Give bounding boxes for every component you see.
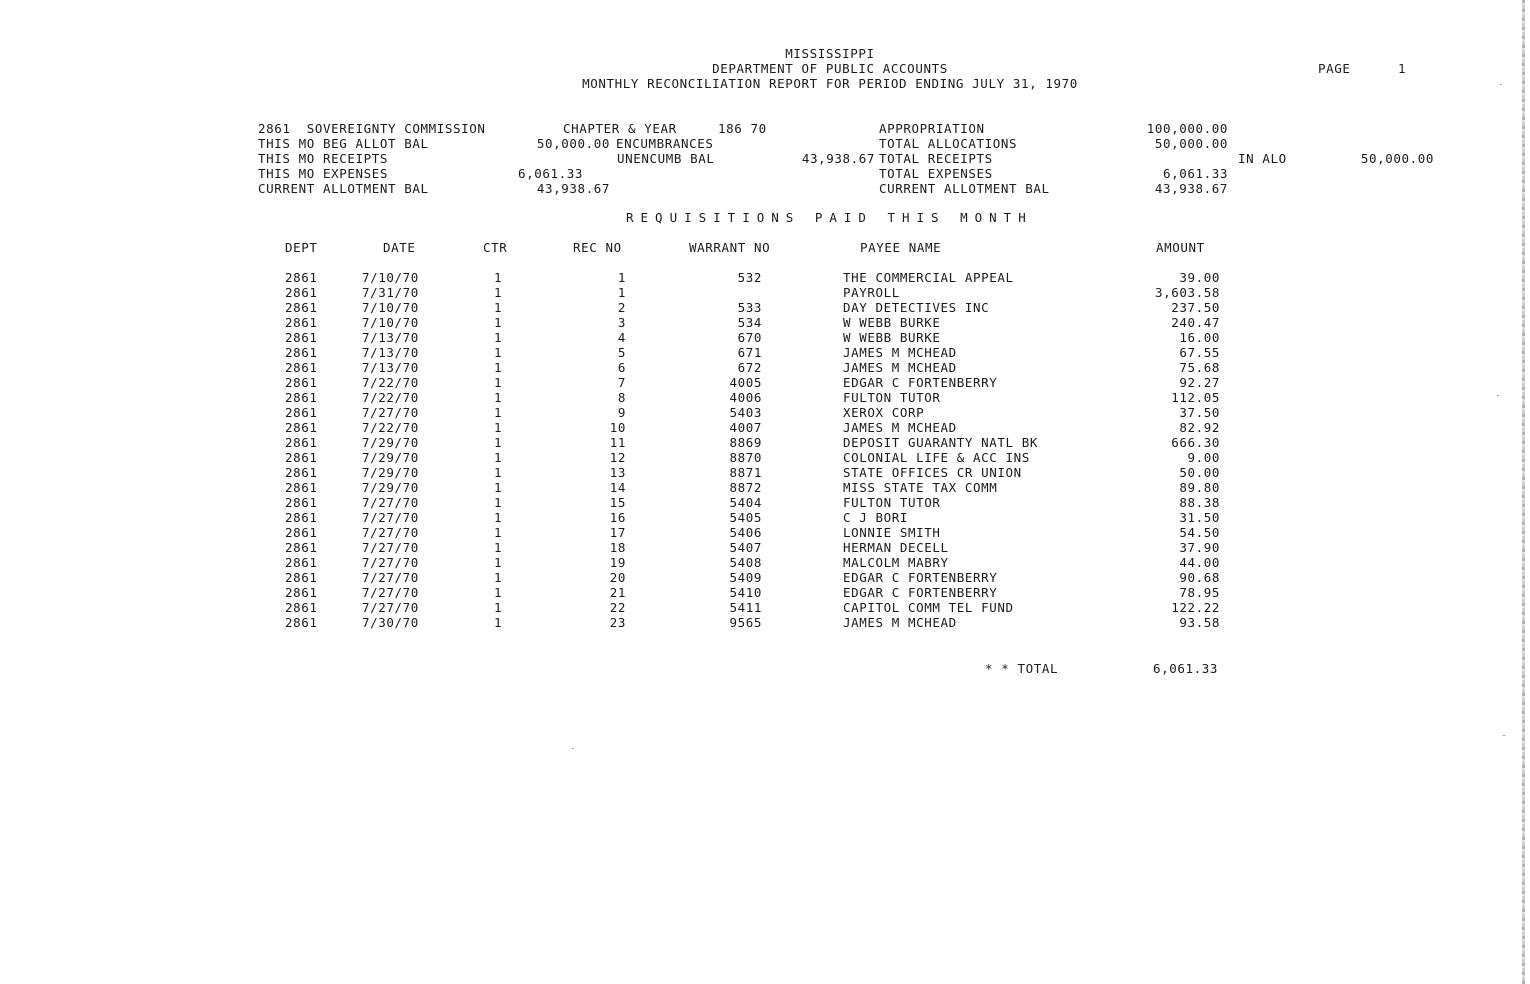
cell-payee: JAMES M MCHEAD bbox=[843, 615, 957, 630]
cell-payee: CAPITOL COMM TEL FUND bbox=[843, 600, 1014, 615]
cell-amount: 78.95 bbox=[1179, 585, 1220, 600]
cell-rec-no: 14 bbox=[609, 480, 626, 495]
cell-date: 7/13/70 bbox=[362, 330, 419, 345]
cell-ctr: 1 bbox=[494, 300, 503, 315]
cell-warrant-no: 9565 bbox=[729, 615, 762, 630]
cell-amount: 67.55 bbox=[1179, 345, 1220, 360]
chapter-year-label: CHAPTER & YEAR bbox=[563, 121, 677, 136]
cell-payee: XEROX CORP bbox=[843, 405, 925, 420]
scan-speck bbox=[1497, 395, 1499, 396]
current-allot-value: 43,938.67 bbox=[536, 181, 610, 196]
cell-rec-no: 11 bbox=[609, 435, 626, 450]
cell-warrant-no: 4006 bbox=[729, 390, 762, 405]
cell-ctr: 1 bbox=[494, 615, 503, 630]
column-header-rec-no: REC NO bbox=[573, 240, 622, 255]
table-row bbox=[0, 510, 1530, 525]
cell-ctr: 1 bbox=[494, 525, 503, 540]
cell-ctr: 1 bbox=[494, 495, 503, 510]
cell-warrant-no: 5409 bbox=[729, 570, 762, 585]
cell-warrant-no: 5410 bbox=[729, 585, 762, 600]
table-row bbox=[0, 450, 1530, 465]
cell-date: 7/22/70 bbox=[362, 390, 419, 405]
cell-rec-no: 2 bbox=[617, 300, 626, 315]
cell-dept: 2861 bbox=[285, 285, 318, 300]
page-number: 1 bbox=[1398, 61, 1407, 76]
cell-ctr: 1 bbox=[494, 405, 503, 420]
table-row bbox=[0, 390, 1530, 405]
total-allocations-value: 50,000.00 bbox=[1154, 136, 1228, 151]
cell-date: 7/10/70 bbox=[362, 300, 419, 315]
receipts-label: THIS MO RECEIPTS bbox=[258, 151, 389, 166]
cell-date: 7/22/70 bbox=[362, 375, 419, 390]
cell-rec-no: 13 bbox=[609, 465, 626, 480]
cell-date: 7/29/70 bbox=[362, 465, 419, 480]
cell-dept: 2861 bbox=[285, 360, 318, 375]
cell-amount: 666.30 bbox=[1171, 435, 1220, 450]
cell-payee: C J BORI bbox=[843, 510, 909, 525]
scan-speck bbox=[1503, 735, 1505, 736]
table-row bbox=[0, 465, 1530, 480]
column-header-warrant-no: WARRANT NO bbox=[689, 240, 771, 255]
in-alo-label: IN ALO bbox=[1238, 151, 1287, 166]
cell-payee: EDGAR C FORTENBERRY bbox=[843, 375, 998, 390]
table-row bbox=[0, 405, 1530, 420]
scan-speck bbox=[1500, 84, 1502, 85]
table-row bbox=[0, 315, 1530, 330]
appropriation-value: 100,000.00 bbox=[1146, 121, 1228, 136]
column-header-amount: AMOUNT bbox=[1156, 240, 1205, 255]
table-row bbox=[0, 270, 1530, 285]
cell-warrant-no: 5408 bbox=[729, 555, 762, 570]
cell-amount: 112.05 bbox=[1171, 390, 1220, 405]
cell-warrant-no: 8872 bbox=[729, 480, 762, 495]
cell-rec-no: 18 bbox=[609, 540, 626, 555]
cell-ctr: 1 bbox=[494, 570, 503, 585]
report-department: DEPARTMENT OF PUBLIC ACCOUNTS bbox=[712, 61, 948, 76]
cell-payee: FULTON TUTOR bbox=[843, 390, 941, 405]
cell-warrant-no: 4007 bbox=[729, 420, 762, 435]
cell-dept: 2861 bbox=[285, 315, 318, 330]
cell-amount: 75.68 bbox=[1179, 360, 1220, 375]
table-row bbox=[0, 585, 1530, 600]
cell-date: 7/10/70 bbox=[362, 270, 419, 285]
cell-amount: 39.00 bbox=[1179, 270, 1220, 285]
cell-rec-no: 9 bbox=[617, 405, 626, 420]
cell-payee: JAMES M MCHEAD bbox=[843, 345, 957, 360]
cell-date: 7/27/70 bbox=[362, 405, 419, 420]
cell-amount: 3,603.58 bbox=[1154, 285, 1220, 300]
cell-amount: 92.27 bbox=[1179, 375, 1220, 390]
cell-date: 7/29/70 bbox=[362, 435, 419, 450]
cell-amount: 90.68 bbox=[1179, 570, 1220, 585]
expenses-label: THIS MO EXPENSES bbox=[258, 166, 389, 181]
cell-ctr: 1 bbox=[494, 435, 503, 450]
column-header-ctr: CTR bbox=[483, 240, 508, 255]
cell-payee: W WEBB BURKE bbox=[843, 315, 941, 330]
cell-ctr: 1 bbox=[494, 285, 503, 300]
cell-rec-no: 3 bbox=[617, 315, 626, 330]
cell-ctr: 1 bbox=[494, 360, 503, 375]
cell-amount: 31.50 bbox=[1179, 510, 1220, 525]
cell-date: 7/27/70 bbox=[362, 540, 419, 555]
table-row bbox=[0, 360, 1530, 375]
cell-date: 7/10/70 bbox=[362, 315, 419, 330]
cell-payee: STATE OFFICES CR UNION bbox=[843, 465, 1022, 480]
cell-date: 7/27/70 bbox=[362, 510, 419, 525]
table-row bbox=[0, 570, 1530, 585]
cell-dept: 2861 bbox=[285, 450, 318, 465]
cell-dept: 2861 bbox=[285, 495, 318, 510]
cell-rec-no: 4 bbox=[617, 330, 626, 345]
table-row bbox=[0, 600, 1530, 615]
cell-dept: 2861 bbox=[285, 615, 318, 630]
cell-warrant-no: 672 bbox=[737, 360, 762, 375]
right-current-allot-value: 43,938.67 bbox=[1154, 181, 1228, 196]
cell-warrant-no: 5407 bbox=[729, 540, 762, 555]
cell-amount: 240.47 bbox=[1171, 315, 1220, 330]
beg-allot-label: THIS MO BEG ALLOT BAL bbox=[258, 136, 429, 151]
unencumb-label: UNENCUMB BAL bbox=[617, 151, 715, 166]
right-current-allot-label: CURRENT ALLOTMENT BAL bbox=[879, 181, 1050, 196]
cell-ctr: 1 bbox=[494, 585, 503, 600]
cell-ctr: 1 bbox=[494, 345, 503, 360]
total-receipts-label: TOTAL RECEIPTS bbox=[879, 151, 993, 166]
cell-amount: 50.00 bbox=[1179, 465, 1220, 480]
cell-date: 7/27/70 bbox=[362, 555, 419, 570]
cell-warrant-no: 532 bbox=[737, 270, 762, 285]
cell-payee: JAMES M MCHEAD bbox=[843, 360, 957, 375]
cell-dept: 2861 bbox=[285, 585, 318, 600]
cell-amount: 16.00 bbox=[1179, 330, 1220, 345]
cell-ctr: 1 bbox=[494, 555, 503, 570]
cell-date: 7/13/70 bbox=[362, 360, 419, 375]
cell-ctr: 1 bbox=[494, 465, 503, 480]
scan-edge-border bbox=[1522, 0, 1525, 984]
cell-payee: MISS STATE TAX COMM bbox=[843, 480, 998, 495]
cell-warrant-no: 671 bbox=[737, 345, 762, 360]
cell-date: 7/13/70 bbox=[362, 345, 419, 360]
table-row bbox=[0, 525, 1530, 540]
cell-rec-no: 17 bbox=[609, 525, 626, 540]
cell-warrant-no: 670 bbox=[737, 330, 762, 345]
cell-dept: 2861 bbox=[285, 420, 318, 435]
table-row bbox=[0, 495, 1530, 510]
cell-payee: HERMAN DECELL bbox=[843, 540, 949, 555]
column-header-payee-name: PAYEE NAME bbox=[860, 240, 942, 255]
cell-amount: 89.80 bbox=[1179, 480, 1220, 495]
scan-speck bbox=[572, 748, 574, 749]
cell-rec-no: 23 bbox=[609, 615, 626, 630]
cell-payee: COLONIAL LIFE & ACC INS bbox=[843, 450, 1030, 465]
total-allocations-label: TOTAL ALLOCATIONS bbox=[879, 136, 1018, 151]
cell-amount: 237.50 bbox=[1171, 300, 1220, 315]
cell-dept: 2861 bbox=[285, 405, 318, 420]
cell-dept: 2861 bbox=[285, 525, 318, 540]
cell-warrant-no: 5411 bbox=[729, 600, 762, 615]
cell-warrant-no: 5405 bbox=[729, 510, 762, 525]
cell-payee: PAYROLL bbox=[843, 285, 900, 300]
cell-dept: 2861 bbox=[285, 480, 318, 495]
beg-allot-value: 50,000.00 bbox=[536, 136, 610, 151]
total-expenses-label: TOTAL EXPENSES bbox=[879, 166, 993, 181]
page-label: PAGE bbox=[1318, 61, 1351, 76]
cell-dept: 2861 bbox=[285, 435, 318, 450]
cell-rec-no: 7 bbox=[617, 375, 626, 390]
cell-date: 7/22/70 bbox=[362, 420, 419, 435]
table-row bbox=[0, 300, 1530, 315]
cell-date: 7/30/70 bbox=[362, 615, 419, 630]
cell-warrant-no: 8870 bbox=[729, 450, 762, 465]
section-title: REQUISITIONS PAID THIS MONTH bbox=[626, 210, 1033, 225]
cell-amount: 37.90 bbox=[1179, 540, 1220, 555]
cell-ctr: 1 bbox=[494, 600, 503, 615]
cell-rec-no: 6 bbox=[617, 360, 626, 375]
cell-dept: 2861 bbox=[285, 345, 318, 360]
cell-amount: 122.22 bbox=[1171, 600, 1220, 615]
cell-amount: 9.00 bbox=[1187, 450, 1220, 465]
table-row bbox=[0, 540, 1530, 555]
cell-ctr: 1 bbox=[494, 420, 503, 435]
table-row bbox=[0, 615, 1530, 630]
cell-amount: 54.50 bbox=[1179, 525, 1220, 540]
cell-dept: 2861 bbox=[285, 465, 318, 480]
cell-warrant-no: 534 bbox=[737, 315, 762, 330]
cell-date: 7/27/70 bbox=[362, 525, 419, 540]
current-allot-label: CURRENT ALLOTMENT BAL bbox=[258, 181, 429, 196]
cell-payee: W WEBB BURKE bbox=[843, 330, 941, 345]
report-title: MONTHLY RECONCILIATION REPORT FOR PERIOD ENDING JULY 31, 1970 bbox=[582, 76, 1078, 91]
cell-warrant-no: 5404 bbox=[729, 495, 762, 510]
cell-rec-no: 15 bbox=[609, 495, 626, 510]
cell-rec-no: 22 bbox=[609, 600, 626, 615]
cell-ctr: 1 bbox=[494, 330, 503, 345]
appropriation-label: APPROPRIATION bbox=[879, 121, 985, 136]
table-row bbox=[0, 420, 1530, 435]
cell-warrant-no: 8869 bbox=[729, 435, 762, 450]
cell-amount: 88.38 bbox=[1179, 495, 1220, 510]
cell-date: 7/31/70 bbox=[362, 285, 419, 300]
cell-amount: 93.58 bbox=[1179, 615, 1220, 630]
cell-rec-no: 5 bbox=[617, 345, 626, 360]
cell-dept: 2861 bbox=[285, 330, 318, 345]
cell-rec-no: 19 bbox=[609, 555, 626, 570]
total-expenses-value: 6,061.33 bbox=[1162, 166, 1228, 181]
table-row bbox=[0, 330, 1530, 345]
cell-dept: 2861 bbox=[285, 540, 318, 555]
cell-payee: DAY DETECTIVES INC bbox=[843, 300, 990, 315]
cell-rec-no: 8 bbox=[617, 390, 626, 405]
cell-amount: 37.50 bbox=[1179, 405, 1220, 420]
cell-date: 7/27/70 bbox=[362, 495, 419, 510]
chapter-year-value: 186 70 bbox=[718, 121, 767, 136]
cell-dept: 2861 bbox=[285, 270, 318, 285]
cell-amount: 82.92 bbox=[1179, 420, 1220, 435]
cell-payee: FULTON TUTOR bbox=[843, 495, 941, 510]
expenses-value: 6,061.33 bbox=[517, 166, 583, 181]
cell-date: 7/27/70 bbox=[362, 600, 419, 615]
cell-warrant-no: 533 bbox=[737, 300, 762, 315]
cell-payee: LONNIE SMITH bbox=[843, 525, 941, 540]
cell-payee: THE COMMERCIAL APPEAL bbox=[843, 270, 1014, 285]
cell-dept: 2861 bbox=[285, 510, 318, 525]
cell-date: 7/29/70 bbox=[362, 480, 419, 495]
unencumb-value: 43,938.67 bbox=[801, 151, 875, 166]
table-row bbox=[0, 480, 1530, 495]
cell-warrant-no: 8871 bbox=[729, 465, 762, 480]
cell-ctr: 1 bbox=[494, 480, 503, 495]
cell-ctr: 1 bbox=[494, 510, 503, 525]
cell-ctr: 1 bbox=[494, 540, 503, 555]
cell-payee: DEPOSIT GUARANTY NATL BK bbox=[843, 435, 1039, 450]
cell-ctr: 1 bbox=[494, 450, 503, 465]
cell-rec-no: 12 bbox=[609, 450, 626, 465]
cell-rec-no: 16 bbox=[609, 510, 626, 525]
in-alo-value: 50,000.00 bbox=[1360, 151, 1434, 166]
cell-ctr: 1 bbox=[494, 375, 503, 390]
cell-rec-no: 1 bbox=[617, 270, 626, 285]
cell-date: 7/27/70 bbox=[362, 570, 419, 585]
cell-ctr: 1 bbox=[494, 315, 503, 330]
encumbrances-label: ENCUMBRANCES bbox=[616, 136, 714, 151]
cell-warrant-no: 4005 bbox=[729, 375, 762, 390]
cell-dept: 2861 bbox=[285, 375, 318, 390]
cell-payee: EDGAR C FORTENBERRY bbox=[843, 585, 998, 600]
cell-payee: MALCOLM MABRY bbox=[843, 555, 949, 570]
cell-dept: 2861 bbox=[285, 570, 318, 585]
cell-warrant-no: 5406 bbox=[729, 525, 762, 540]
total-value: 6,061.33 bbox=[1152, 661, 1218, 676]
cell-dept: 2861 bbox=[285, 600, 318, 615]
table-row bbox=[0, 285, 1530, 300]
dept-line: 2861 SOVEREIGNTY COMMISSION bbox=[258, 121, 486, 136]
cell-rec-no: 21 bbox=[609, 585, 626, 600]
table-row bbox=[0, 375, 1530, 390]
cell-dept: 2861 bbox=[285, 555, 318, 570]
cell-dept: 2861 bbox=[285, 390, 318, 405]
cell-ctr: 1 bbox=[494, 270, 503, 285]
cell-amount: 44.00 bbox=[1179, 555, 1220, 570]
cell-rec-no: 20 bbox=[609, 570, 626, 585]
cell-rec-no: 10 bbox=[609, 420, 626, 435]
cell-date: 7/29/70 bbox=[362, 450, 419, 465]
report-state: MISSISSIPPI bbox=[785, 46, 875, 61]
column-header-date: DATE bbox=[383, 240, 416, 255]
cell-rec-no: 1 bbox=[617, 285, 626, 300]
table-row bbox=[0, 435, 1530, 450]
cell-payee: JAMES M MCHEAD bbox=[843, 420, 957, 435]
column-header-dept: DEPT bbox=[285, 240, 318, 255]
table-row bbox=[0, 555, 1530, 570]
cell-ctr: 1 bbox=[494, 390, 503, 405]
cell-warrant-no: 5403 bbox=[729, 405, 762, 420]
cell-dept: 2861 bbox=[285, 300, 318, 315]
total-label: * * TOTAL bbox=[985, 661, 1059, 676]
cell-date: 7/27/70 bbox=[362, 585, 419, 600]
table-row bbox=[0, 345, 1530, 360]
cell-payee: EDGAR C FORTENBERRY bbox=[843, 570, 998, 585]
